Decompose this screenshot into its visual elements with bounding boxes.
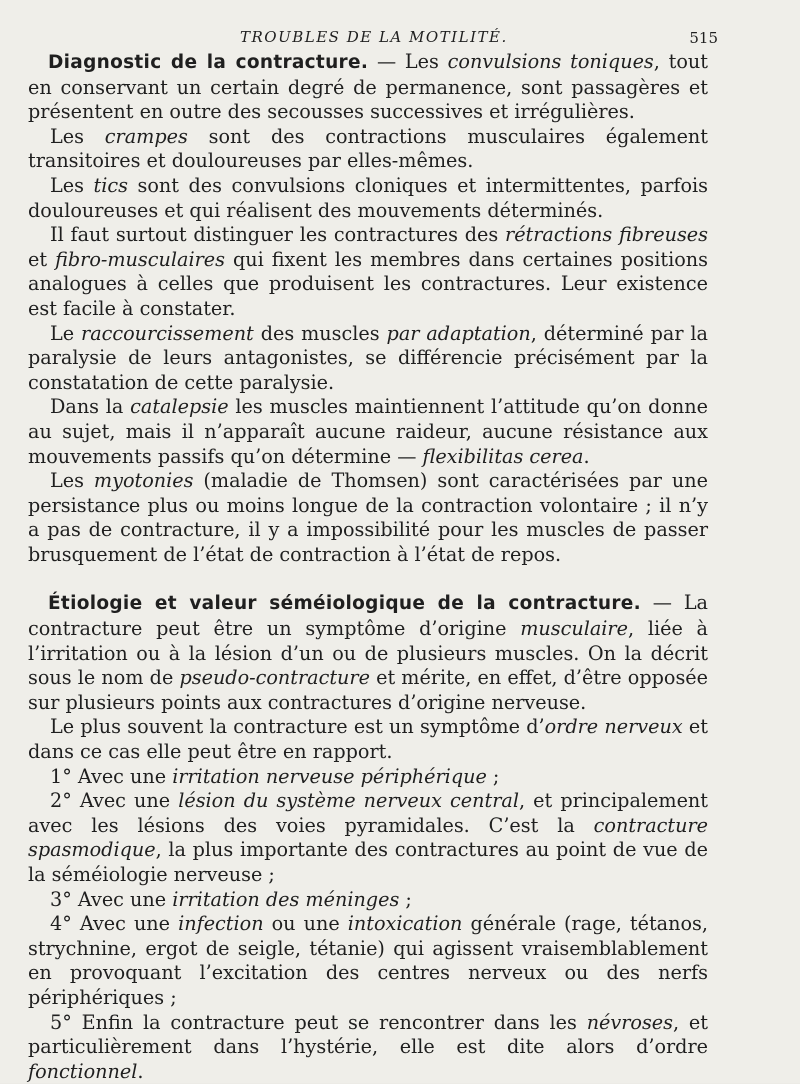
section2-paragraph-2: Le plus souvent la contracture est un symptôme d’ordre nerveux et dans ce cas elle peut être en rapport.: [28, 715, 708, 764]
section2-item-3: 3° Avec une irritation des méninges ;: [50, 887, 412, 911]
section2-item-2: 2° Avec une lésion du système nerveux central, et principalement avec les lésions des voies pyramidales. C’est la contracture spasmodique, la plus importante des contractures au point de vue de la séméiologie nerveuse ;: [28, 789, 708, 886]
running-head: [28, 22, 718, 50]
section1-title: Diagnostic de la contracture.: [48, 52, 369, 73]
running-title: TROUBLES DE LA MOTILITÉ.: [240, 28, 508, 46]
section2-item-5: 5° Enfin la contracture peut se rencontrer dans les névroses, et particulièrement dans l’hystérie, elle est dite alors d’ordre fonctionnel.: [28, 1010, 708, 1083]
section2-item-4: 4° Avec une infection ou une intoxication générale (rage, tétanos, strychnine, ergot de seigle, tétanie) qui agissent vraisemblablement en provoquant l’excitation des centres nerveux ou des nerfs périphériques ;: [28, 912, 708, 1009]
section1-paragraph-3: Les tics sont des convulsions cloniques et intermittentes, parfois douloureuses et qui réalisent des mouvements déterminés.: [28, 173, 709, 222]
page-number: 515: [689, 29, 718, 47]
section2-item-1: 1° Avec une irritation nerveuse périphérique ;: [50, 764, 500, 788]
section2-paragraph-1: Étiologie et valeur séméiologique de la contracture. — La contracture peut être un symptôme d’origine musculaire, liée à l’irritation ou à la lésion d’un ou de plusieurs muscles. On la décrit sous le nom de pseudo-contracture et mérite, en effet, d’être opposée sur plusieurs points aux contractures d’origine nerveuse.: [28, 591, 709, 714]
section1-paragraph-6: Dans la catalepsie les muscles maintiennent l’attitude qu’on donne au sujet, mais il n’apparaît aucune raideur, aucune résistance aux mouvements passifs qu’on détermine — flexibilitas cerea.: [28, 395, 708, 468]
section1-paragraph-7: Les myotonies (maladie de Thomsen) sont caractérisées par une persistance plus ou moins longue de la contraction volontaire ; il n’y a pas de contracture, il y a impossibilité pour les muscles de passer brusquement de l’état de contraction à l’état de repos.: [28, 469, 708, 566]
section1-paragraph-2: Les crampes sont des contractions musculaires également transitoires et douloureuses par elles-mêmes.: [28, 124, 708, 173]
section1-paragraph-5: Le raccourcissement des muscles par adaptation, déterminé par la paralysie de leurs antagonistes, se différencie précisément par la constatation de cette paralysie.: [28, 321, 708, 394]
section2-title: Étiologie et valeur séméiologique de la contracture.: [48, 593, 641, 615]
body-text: [28, 50, 708, 1084]
section1-paragraph-1: Diagnostic de la contracture. — Les convulsions toniques, tout en conservant un certain degré de permanence, sont passagères et présentent en outre des secousses successives et irrégulières.: [28, 50, 708, 124]
section1-paragraph-4: Il faut surtout distinguer les contractures des rétractions fibreuses et fibro-musculaires qui fixent les membres dans certaines positions analogues à celles que produisent les contractures. Leur existence est facile à constater.: [28, 223, 708, 320]
